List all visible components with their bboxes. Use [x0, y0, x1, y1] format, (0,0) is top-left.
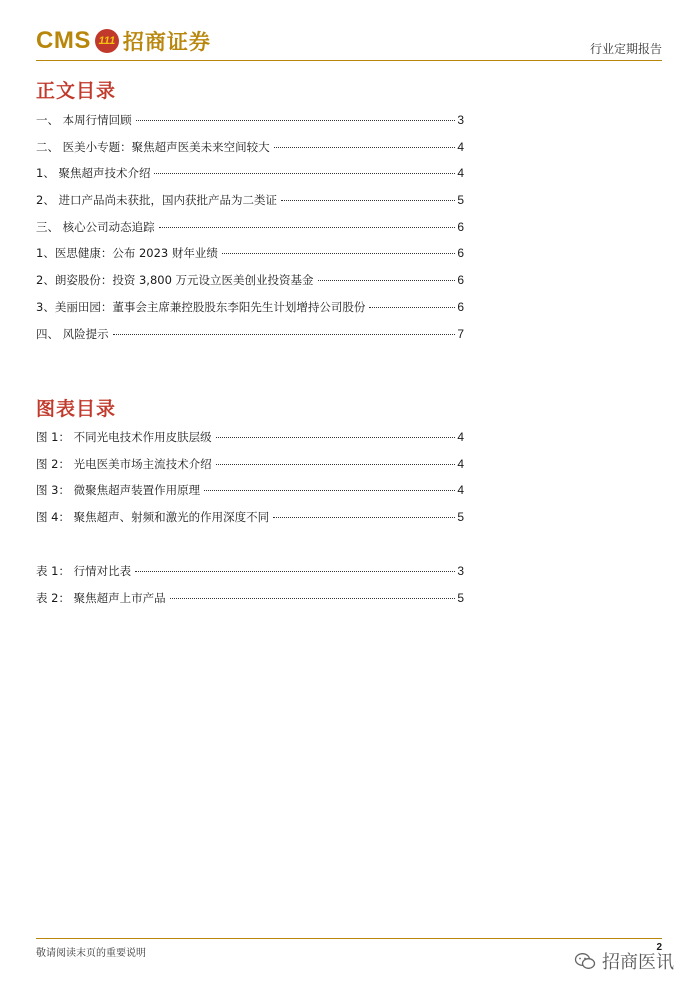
- footer-disclaimer: 敬请阅读末页的重要说明: [36, 948, 146, 959]
- leader-dots: [159, 227, 456, 228]
- logo-cn-text: 招商证券: [122, 30, 211, 54]
- toc-item-label: 1、 聚焦超声技术介绍: [36, 166, 151, 181]
- table-item-page: 5: [457, 590, 464, 605]
- toc-item-label: 三、 核心公司动态追踪: [36, 219, 155, 234]
- toc-item[interactable]: [36, 219, 464, 246]
- toc-item[interactable]: [36, 192, 464, 219]
- figure-item-page: 4: [457, 483, 464, 498]
- toc-item[interactable]: [36, 165, 464, 192]
- figure-item-label: 图 3： 微聚焦超声装置作用原理: [36, 483, 201, 498]
- figure-item[interactable]: [36, 509, 464, 536]
- toc-item-label: 四、 风险提示: [36, 326, 109, 341]
- figure-item[interactable]: [36, 429, 464, 456]
- toc-main-list: [36, 112, 464, 352]
- toc-item-page: 6: [457, 299, 464, 314]
- leader-dots: [170, 598, 456, 599]
- figure-item-label: 图 4： 聚焦超声、射频和激光的作用深度不同: [36, 510, 270, 525]
- figure-item-page: 5: [457, 510, 464, 525]
- leader-dots: [274, 147, 456, 148]
- toc-item[interactable]: [36, 139, 464, 166]
- table-item-page: 3: [457, 564, 464, 578]
- toc-item-page: 5: [457, 193, 464, 208]
- toc-item[interactable]: [36, 326, 464, 353]
- toc-item[interactable]: [36, 299, 464, 326]
- toc-item-label: 二、 医美小专题：聚焦超声医美未来空间较大: [36, 139, 270, 154]
- leader-dots: [318, 280, 456, 281]
- toc-item-page: 6: [457, 219, 464, 234]
- figure-item[interactable]: [36, 482, 464, 509]
- toc-item-label: 2、朗姿股份：投资 3,800 万元设立医美创业投资基金: [36, 273, 314, 288]
- toc-item-page: 3: [457, 113, 464, 127]
- wechat-icon: [574, 952, 596, 970]
- toc-item-page: 4: [457, 166, 464, 181]
- figure-item-label: 图 2： 光电医美市场主流技术介绍: [36, 456, 212, 471]
- leader-dots: [204, 490, 455, 491]
- leader-dots: [136, 120, 456, 121]
- leader-dots: [281, 200, 455, 201]
- leader-dots: [135, 571, 455, 572]
- toc-item-label: 一、 本周行情回顾: [36, 113, 132, 127]
- company-logo: [36, 26, 211, 56]
- report-type: 行业定期报告: [589, 42, 662, 56]
- toc-main-title: 正文目录: [36, 80, 117, 102]
- table-item-label: 表 2： 聚焦超声上市产品: [36, 590, 166, 605]
- toc-item-label: 2、 进口产品尚未获批，国内获批产品为二类证: [36, 193, 277, 208]
- toc-item[interactable]: [36, 272, 464, 299]
- page-header: [36, 24, 662, 58]
- leader-dots: [216, 464, 456, 465]
- toc-item[interactable]: [36, 245, 464, 272]
- table-item[interactable]: [36, 590, 464, 617]
- toc-item-page: 7: [457, 326, 464, 341]
- toc-item[interactable]: [36, 112, 464, 139]
- leader-dots: [369, 307, 455, 308]
- toc-item-page: 4: [457, 139, 464, 154]
- page-number: 2: [656, 942, 662, 953]
- figure-item[interactable]: [36, 456, 464, 483]
- leader-dots: [216, 437, 456, 438]
- figure-list: [36, 429, 464, 536]
- logo-mark-icon: [95, 29, 119, 53]
- figure-item-page: 4: [457, 430, 464, 444]
- leader-dots: [273, 517, 455, 518]
- watermark: [574, 948, 674, 974]
- toc-item-label: 3、美丽田园：董事会主席兼控股股东李阳先生计划增持公司股份: [36, 299, 366, 314]
- toc-figures-title: 图表目录: [36, 398, 117, 420]
- leader-dots: [222, 253, 455, 254]
- figure-item-label: 图 1： 不同光电技术作用皮肤层级: [36, 430, 212, 444]
- watermark-text: 招商医讯: [602, 952, 674, 973]
- table-item[interactable]: [36, 563, 464, 590]
- leader-dots: [113, 334, 456, 335]
- toc-item-label: 1、医思健康：公布 2023 财年业绩: [36, 246, 218, 261]
- header-divider: [36, 60, 662, 61]
- logo-mark-text: 111: [98, 35, 116, 47]
- toc-item-page: 6: [457, 246, 464, 261]
- figure-item-page: 4: [457, 456, 464, 471]
- toc-item-page: 6: [457, 273, 464, 288]
- leader-dots: [154, 173, 455, 174]
- footer-divider: [36, 938, 662, 939]
- table-item-label: 表 1： 行情对比表: [36, 564, 132, 578]
- logo-cms-text: CMS: [36, 27, 91, 54]
- table-list: [36, 563, 464, 616]
